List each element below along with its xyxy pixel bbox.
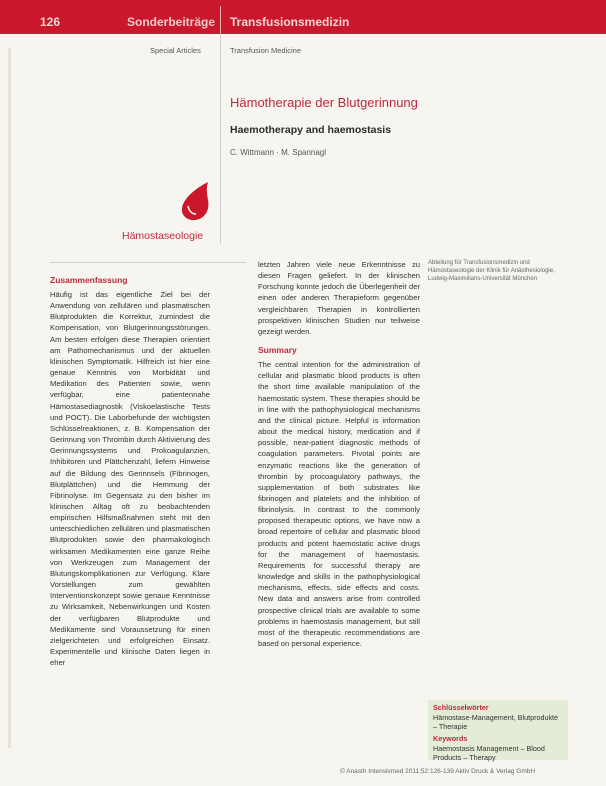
zusammenfassung-heading: Zusammenfassung: [50, 275, 128, 285]
author-affiliation: Abteilung für Transfusionsmedizin und Hämostaseologie der Klinik für Anästhesiologie, Ludwig-Maximilians-Universität München: [428, 260, 555, 282]
left-margin-rule: [8, 48, 11, 748]
keywords-box: [428, 700, 568, 760]
summary-text: The central intention for the administration of cellular and plasmatic blood products is often the short time available manipulation of the haemostatic system. These therapies should be in line with the pathophysiological mechanisms and the clinical picture. Helpful is information about the medical history, medication and if possible, near-patient diagnostic methods of coagulation parameters. Pivotal points are enzymatic reactions like the generation of thrombin by procoagulatory pathways, the supplementation of both substrates like fibrinogen and platelets and the inhibition of fibrinolysis. In contrast to the commonly proposed therapeutic options, we have now a broad repertoire of cellular and plasmatic blood products and potent haemostatic active drugs for the management of haemostasis. Requirements for successful therapy are knowledge and skills in the pathophysiological mechanisms, effects, side effects and costs. New data and answers arise from controlled prospective clinical trials are available to some problems in haemostasis management, but still most of the therapeutic recommendations are based on personal experience.: [258, 360, 420, 648]
page-footer: © Anasth Intensivmed 2011;52:126-139 Aktiv Druck & Verlag GmbH: [340, 768, 536, 775]
article-title-de: Hämotherapie der Blutgerinnung: [230, 95, 418, 110]
header-vertical-rule: [220, 34, 221, 244]
section-label-en: Special Articles: [150, 46, 201, 55]
article-authors: C. Wittmann · M. Spannagl: [230, 148, 327, 157]
column-summary: [258, 259, 420, 649]
keywords-en-text: Haemostasis Management – Blood Products – Therapy: [433, 744, 545, 762]
category-label: Hämostaseologie: [122, 230, 204, 242]
blood-drop-icon: [178, 180, 212, 222]
column-side-notes: [428, 259, 568, 283]
zusammenfassung-text: Häufig ist das eigentliche Ziel bei der Anwendung von zellulären und plasmatischen Blutprodukten die Korrektur, zumindest die Kompensation, von Blutgerinnungsstörungen. Am besten erfolgen diese Therapien orientiert am Pathomechanismus und der aktuellen klinischen Symptomatik. Hilfreich ist hier eine genaue Kenntnis von Morbidität und Medikation des Patienten sowie, wenn verfügbar, eine patientennahe Hämostasediagnostik (Viskoelastische Tests und POCT). Die Laborbefunde der wichtigsten Schlüsselreaktionen, z. B. Kompensation der Gerinnung von Thrombin durch Aktivierung des Gerinnungssystems und Prokoagulanzien, Inhibitoren und Plättchenzahl, liefern Hinweise auf die Bildung des Gerinnsels (Fibrinogen, Blutplättchen) und die Hemmung der Fibrinolyse. Im Gegensatz zu den bisher im klinischen Alltag oft zu beobachtenden empirischen Hilfsmaßnahmen steht mit den unterschiedlichen zellulären und plasmatischen Blutprodukten sowie den pharmakologisch wirksamen Medikamenten eine ganze Reihe von Werkzeugen zum Management der Blutungskomplikationen zur Verfügung. Klare Vorstellungen zum gewählten Interventionskonzept sowie genaue Kenntnisse zu Wirksamkeit, Nebenwirkungen und Kosten der verfügbaren Blutprodukte und Medikamente sind Voraussetzung für einen zielgerichteten und erfolgreichen Einsatz. Experimentelle und klinische Daten liegen in eher: [50, 290, 210, 668]
page-header-bar: [0, 0, 606, 34]
keywords-en-heading: Keywords: [433, 734, 468, 743]
zusammenfassung-continued: letzten Jahren viele neue Erkenntnisse zu diesen Fragen geliefert. In der klinischen Forschung konnte jedoch die Überlegenheit der einen oder anderen Therapieform gegenüber vergleichbaren Therapien in kontrollierten prospektiven klinischen Studien nur teilweise gezeigt werden.: [258, 260, 420, 336]
summary-heading: Summary: [258, 345, 297, 356]
rubric-label: Transfusionsmedizin: [230, 15, 350, 29]
abstract-rule: [50, 262, 246, 263]
rubric-label-en: Transfusion Medicine: [230, 46, 302, 55]
keywords-de-heading: Schlüsselwörter: [433, 703, 489, 712]
page-number: 126: [40, 15, 61, 29]
keywords-de-text: Hämostase-Management, Blutprodukte – Therapie: [433, 713, 559, 731]
header-divider: [220, 6, 221, 34]
column-zusammenfassung: [50, 275, 210, 668]
section-label: Sonderbeiträge: [127, 15, 216, 29]
article-title-en: Haemotherapy and haemostasis: [230, 124, 392, 136]
